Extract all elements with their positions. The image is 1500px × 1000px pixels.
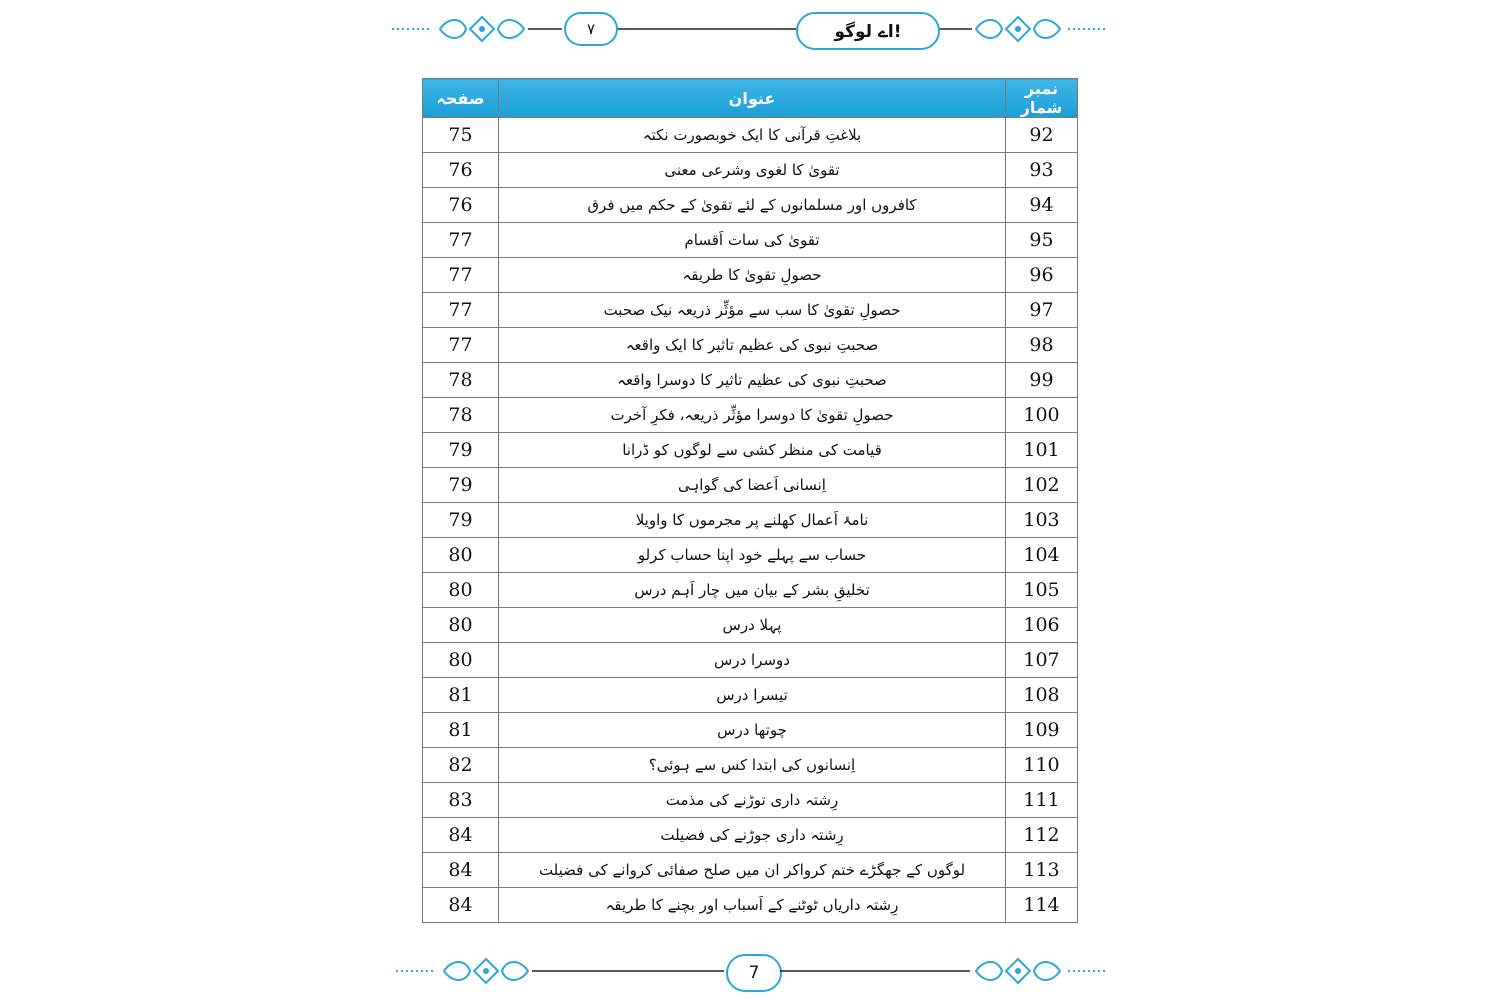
row-title: نامۂ اَعمال کھلنے پر مجرموں کا واویلا: [499, 503, 1006, 538]
row-serial: 96: [1006, 258, 1078, 293]
row-serial: 114: [1006, 888, 1078, 923]
row-page: 77: [423, 258, 499, 293]
row-title: حصولِ تقویٰ کا دوسرا مؤثِّر ذریعہ، فکرِ آخرت: [499, 398, 1006, 433]
table-row: [423, 223, 1078, 258]
footer-ornament-left: [396, 956, 724, 986]
row-page: 77: [423, 328, 499, 363]
row-serial: 103: [1006, 503, 1078, 538]
table-row: [423, 188, 1078, 223]
row-title: حصولِ تقویٰ کا سب سے مؤثِّر ذریعہ نیک صحبت: [499, 293, 1006, 328]
row-page: 81: [423, 678, 499, 713]
row-title: رِشتہ داری توڑنے کی مذمت: [499, 783, 1006, 818]
table-row: [423, 398, 1078, 433]
row-title: اِنسانوں کی ابتدا کس سے ہوئی؟: [499, 748, 1006, 783]
row-serial: 95: [1006, 223, 1078, 258]
table-row: [423, 433, 1078, 468]
table-row: [423, 118, 1078, 153]
table-row: [423, 818, 1078, 853]
row-page: 79: [423, 503, 499, 538]
table-row: [423, 853, 1078, 888]
table-row: [423, 573, 1078, 608]
row-page: 83: [423, 783, 499, 818]
row-title: پہلا درس: [499, 608, 1006, 643]
row-serial: 112: [1006, 818, 1078, 853]
header-book-title: اے لوگو!: [796, 12, 940, 50]
row-serial: 93: [1006, 153, 1078, 188]
row-title: لوگوں کے جھگڑے ختم کرواکر ان میں صلح صفائی کروانے کی فضیلت: [499, 853, 1006, 888]
table-row: [423, 888, 1078, 923]
header-page-number: ۷: [564, 12, 618, 46]
table-row: [423, 258, 1078, 293]
row-title: صحبتِ نبوی کی عظیم تاثیر کا ایک واقعہ: [499, 328, 1006, 363]
row-title: تخلیقِ بشر کے بیان میں چار اَہم درس: [499, 573, 1006, 608]
row-page: 79: [423, 433, 499, 468]
table-header-row: [423, 79, 1078, 118]
row-title: تقویٰ کا لغوی وشرعی معنی: [499, 153, 1006, 188]
header-serial: نمبر شمار: [1006, 79, 1078, 118]
row-serial: 101: [1006, 433, 1078, 468]
row-serial: 104: [1006, 538, 1078, 573]
row-title: چوتھا درس: [499, 713, 1006, 748]
row-page: 80: [423, 573, 499, 608]
table-row: [423, 643, 1078, 678]
header-ornament-mid: [616, 14, 796, 44]
table-row: [423, 503, 1078, 538]
row-title: رِشتہ داری جوڑنے کی فضیلت: [499, 818, 1006, 853]
row-page: 78: [423, 398, 499, 433]
row-title: تیسرا درس: [499, 678, 1006, 713]
row-title: دوسرا درس: [499, 643, 1006, 678]
row-title: بلاغتِ قرآنی کا ایک خوبصورت نکتہ: [499, 118, 1006, 153]
row-page: 84: [423, 853, 499, 888]
row-title: حساب سے پہلے خود اپنا حساب کرلو: [499, 538, 1006, 573]
row-page: 79: [423, 468, 499, 503]
row-serial: 107: [1006, 643, 1078, 678]
row-page: 81: [423, 713, 499, 748]
footer-page-number: 7: [726, 954, 782, 992]
row-title: قیامت کی منظر کشی سے لوگوں کو ڈرانا: [499, 433, 1006, 468]
row-serial: 109: [1006, 713, 1078, 748]
table-row: [423, 328, 1078, 363]
row-page: 77: [423, 223, 499, 258]
table-row: [423, 748, 1078, 783]
row-title: اِنسانی اَعضا کی گواہی: [499, 468, 1006, 503]
table-row: [423, 783, 1078, 818]
header-ornament-right: [938, 14, 1108, 44]
header-page: صفحہ: [423, 79, 499, 118]
row-page: 84: [423, 818, 499, 853]
row-page: 82: [423, 748, 499, 783]
row-serial: 94: [1006, 188, 1078, 223]
row-page: 76: [423, 153, 499, 188]
header-title: عنوان: [499, 79, 1006, 118]
row-serial: 99: [1006, 363, 1078, 398]
row-title: تقویٰ کی سات اَقسام: [499, 223, 1006, 258]
row-page: 75: [423, 118, 499, 153]
table-row: [423, 608, 1078, 643]
row-page: 80: [423, 608, 499, 643]
row-serial: 111: [1006, 783, 1078, 818]
row-serial: 98: [1006, 328, 1078, 363]
row-serial: 105: [1006, 573, 1078, 608]
table-row: [423, 363, 1078, 398]
table-row: [423, 713, 1078, 748]
row-serial: 106: [1006, 608, 1078, 643]
row-serial: 108: [1006, 678, 1078, 713]
row-title: رِشتہ داریاں ٹوٹنے کے اَسباب اور بچنے کا طریقہ: [499, 888, 1006, 923]
row-page: 77: [423, 293, 499, 328]
row-serial: 110: [1006, 748, 1078, 783]
row-page: 80: [423, 643, 499, 678]
row-title: صحبتِ نبوی کی عظیم تاثیر کا دوسرا واقعہ: [499, 363, 1006, 398]
table-of-contents: [422, 78, 1078, 923]
row-page: 80: [423, 538, 499, 573]
footer-ornament-right: [780, 956, 1108, 986]
row-serial: 97: [1006, 293, 1078, 328]
row-page: 78: [423, 363, 499, 398]
row-page: 76: [423, 188, 499, 223]
row-serial: 113: [1006, 853, 1078, 888]
table-row: [423, 293, 1078, 328]
row-title: حصولِ تقویٰ کا طریقہ: [499, 258, 1006, 293]
table-row: [423, 678, 1078, 713]
table-row: [423, 153, 1078, 188]
table-row: [423, 538, 1078, 573]
table-row: [423, 468, 1078, 503]
row-serial: 102: [1006, 468, 1078, 503]
row-serial: 100: [1006, 398, 1078, 433]
header-ornament-left: [392, 14, 562, 44]
row-page: 84: [423, 888, 499, 923]
row-serial: 92: [1006, 118, 1078, 153]
row-title: کافروں اور مسلمانوں کے لئے تقویٰ کے حکم میں فرق: [499, 188, 1006, 223]
